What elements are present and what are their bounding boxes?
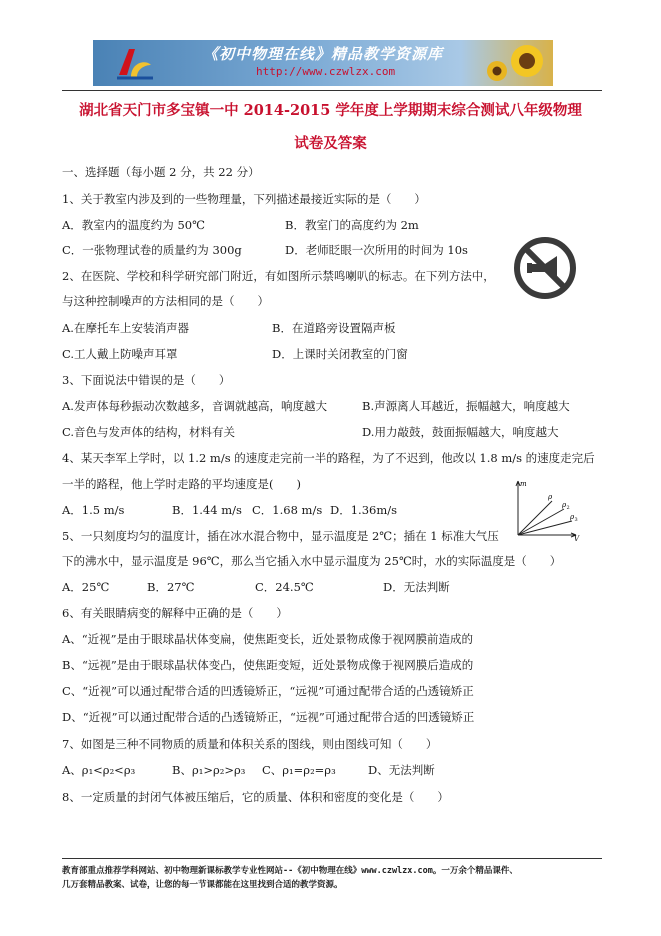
q6-option-a: A、“近视”是由于眼球晶状体变扁，使焦距变长，近处景物成像于视网膜前造成的 (62, 632, 474, 646)
q2-option-b: B．在道路旁设置隔声板 (272, 321, 396, 335)
q6-option-d: D、“近视”可以通过配带合适的凸透镜矫正，“远视”可通过配带合适的凹透镜矫正 (62, 710, 475, 724)
graph-line-1 (518, 501, 552, 535)
q5-option-c: C．24.5℃ (255, 580, 314, 594)
q2-option-a: A.在摩托车上安装消声器 (62, 321, 189, 335)
q1-option-a: A．教室内的温度约为 50℃ (62, 218, 205, 232)
q7-option-a: A、ρ₁<ρ₂<ρ₃ (62, 763, 136, 777)
q2-option-c: C.工人戴上防噪声耳罩 (62, 347, 178, 361)
q4-option-a: A．1.5 m/s (62, 503, 125, 517)
q4-option-b: B．1.44 m/s (172, 503, 242, 517)
footer-rule (62, 858, 602, 859)
q6-option-c: C、“近视”可以通过配带合适的凹透镜矫正，“远视”可通过配带合适的凸透镜矫正 (62, 684, 474, 698)
question-5-cont: 下的沸水中，显示温度是 96℃，那么当它插入水中显示温度为 25℃时，水的实际温度是（ ） (62, 554, 562, 568)
q7-option-d: D、无法判断 (368, 763, 435, 777)
q3-option-a: A.发声体每秒振动次数越多，音调就越高，响度越大 (62, 399, 327, 413)
sunflower-icon (479, 43, 549, 83)
graph-y-label: m (520, 480, 527, 488)
q3-option-c: C.音色与发声体的结构，材料有关 (62, 425, 236, 439)
question-4: 4、某天李军上学时，以 1.2 m/s 的速度走完前一半的路程，为了不迟到，他改以 1.8 m/s 的速度走完后 (62, 451, 595, 465)
graph-line-3-subscript: 3 (574, 517, 578, 523)
graph-line-1-label: ρ (548, 493, 553, 501)
question-7: 7、如图是三种不同物质的质量和体积关系的图线，则由图线可知（ ） (62, 737, 438, 751)
q5-option-b: B．27℃ (147, 580, 195, 594)
site-logo-icon (115, 45, 155, 81)
graph-x-label: V (574, 535, 580, 541)
q3-option-d: D.用力敲鼓，鼓面振幅越大，响度越大 (362, 425, 559, 439)
q1-option-b: B．教室门的高度约为 2m (285, 218, 419, 232)
mass-volume-graph (510, 477, 582, 541)
q7-option-c: C、ρ₁=ρ₂=ρ₃ (262, 763, 336, 777)
footer-line-2: 几万套精品教案、试卷，让您的每一节课都能在这里找到合适的教学资源。 (62, 880, 343, 890)
q7-option-b: B、ρ₁>ρ₂>ρ₃ (172, 763, 246, 777)
q1-option-c: C．一张物理试卷的质量约为 300g (62, 243, 242, 257)
q3-option-b: B.声源离人耳越近，振幅越大，响度越大 (362, 399, 570, 413)
graph-line-3-label: ρ (570, 513, 575, 521)
q1-option-d: D．老师眨眼一次所用的时间为 10s (285, 243, 468, 257)
header-banner (93, 40, 553, 86)
question-2: 2、在医院、学校和科学研究部门附近，有如图所示禁鸣喇叭的标志。在下列方法中， (62, 269, 495, 283)
q5-option-a: A．25℃ (62, 580, 110, 594)
graph-line-3 (518, 521, 572, 535)
graph-line-2-label: ρ (562, 501, 567, 509)
footer-line-1: 教育部重点推荐学科网站、初中物理新课标教学专业性网站--《初中物理在线》www.czwlzx.com。一万余个精品课件、 (62, 866, 518, 876)
header-rule (62, 90, 602, 91)
question-5: 5、一只刻度均匀的温度计，插在冰水混合物中，显示温度是 2℃；插在 1 标准大气压 (62, 529, 499, 543)
page-title: 湖北省天门市多宝镇一中 2014-2015 学年度上学期期末综合测试八年级物理 (79, 102, 582, 119)
banner-title: 《初中物理在线》精品教学资源库 (203, 45, 444, 63)
graph-line-2 (518, 509, 564, 535)
question-2-cont: 与这种控制噪声的方法相同的是（ ） (62, 294, 269, 308)
graph-line-2-subscript: 2 (566, 505, 570, 511)
q4-option-c: C．1.68 m/s (252, 503, 323, 517)
question-1: 1、关于教室内涉及到的一些物理量，下列描述最接近实际的是（ ） (62, 192, 426, 206)
question-8: 8、一定质量的封闭气体被压缩后，它的质量、体积和密度的变化是（ ） (62, 790, 449, 804)
q6-option-b: B、“远视”是由于眼球晶状体变凸，使焦距变短，近处景物成像于视网膜后造成的 (62, 658, 474, 672)
section-heading: 一、选择题（每小题 2 分，共 22 分） (62, 165, 260, 179)
page-title-line2: 试卷及答案 (294, 135, 367, 152)
q5-option-d: D．无法判断 (383, 580, 450, 594)
no-honking-sign-icon (513, 236, 577, 300)
q2-option-d: D．上课时关闭教室的门窗 (272, 347, 408, 361)
banner-url[interactable]: http://www.czwlzx.com (256, 65, 396, 78)
question-3: 3、下面说法中错误的是（ ） (62, 373, 231, 387)
question-4-cont: 一半的路程，他上学时走路的平均速度是( ) (62, 477, 301, 491)
q4-option-d: D．1.36m/s (330, 503, 398, 517)
question-6: 6、有关眼睛病变的解释中正确的是（ ） (62, 606, 288, 620)
